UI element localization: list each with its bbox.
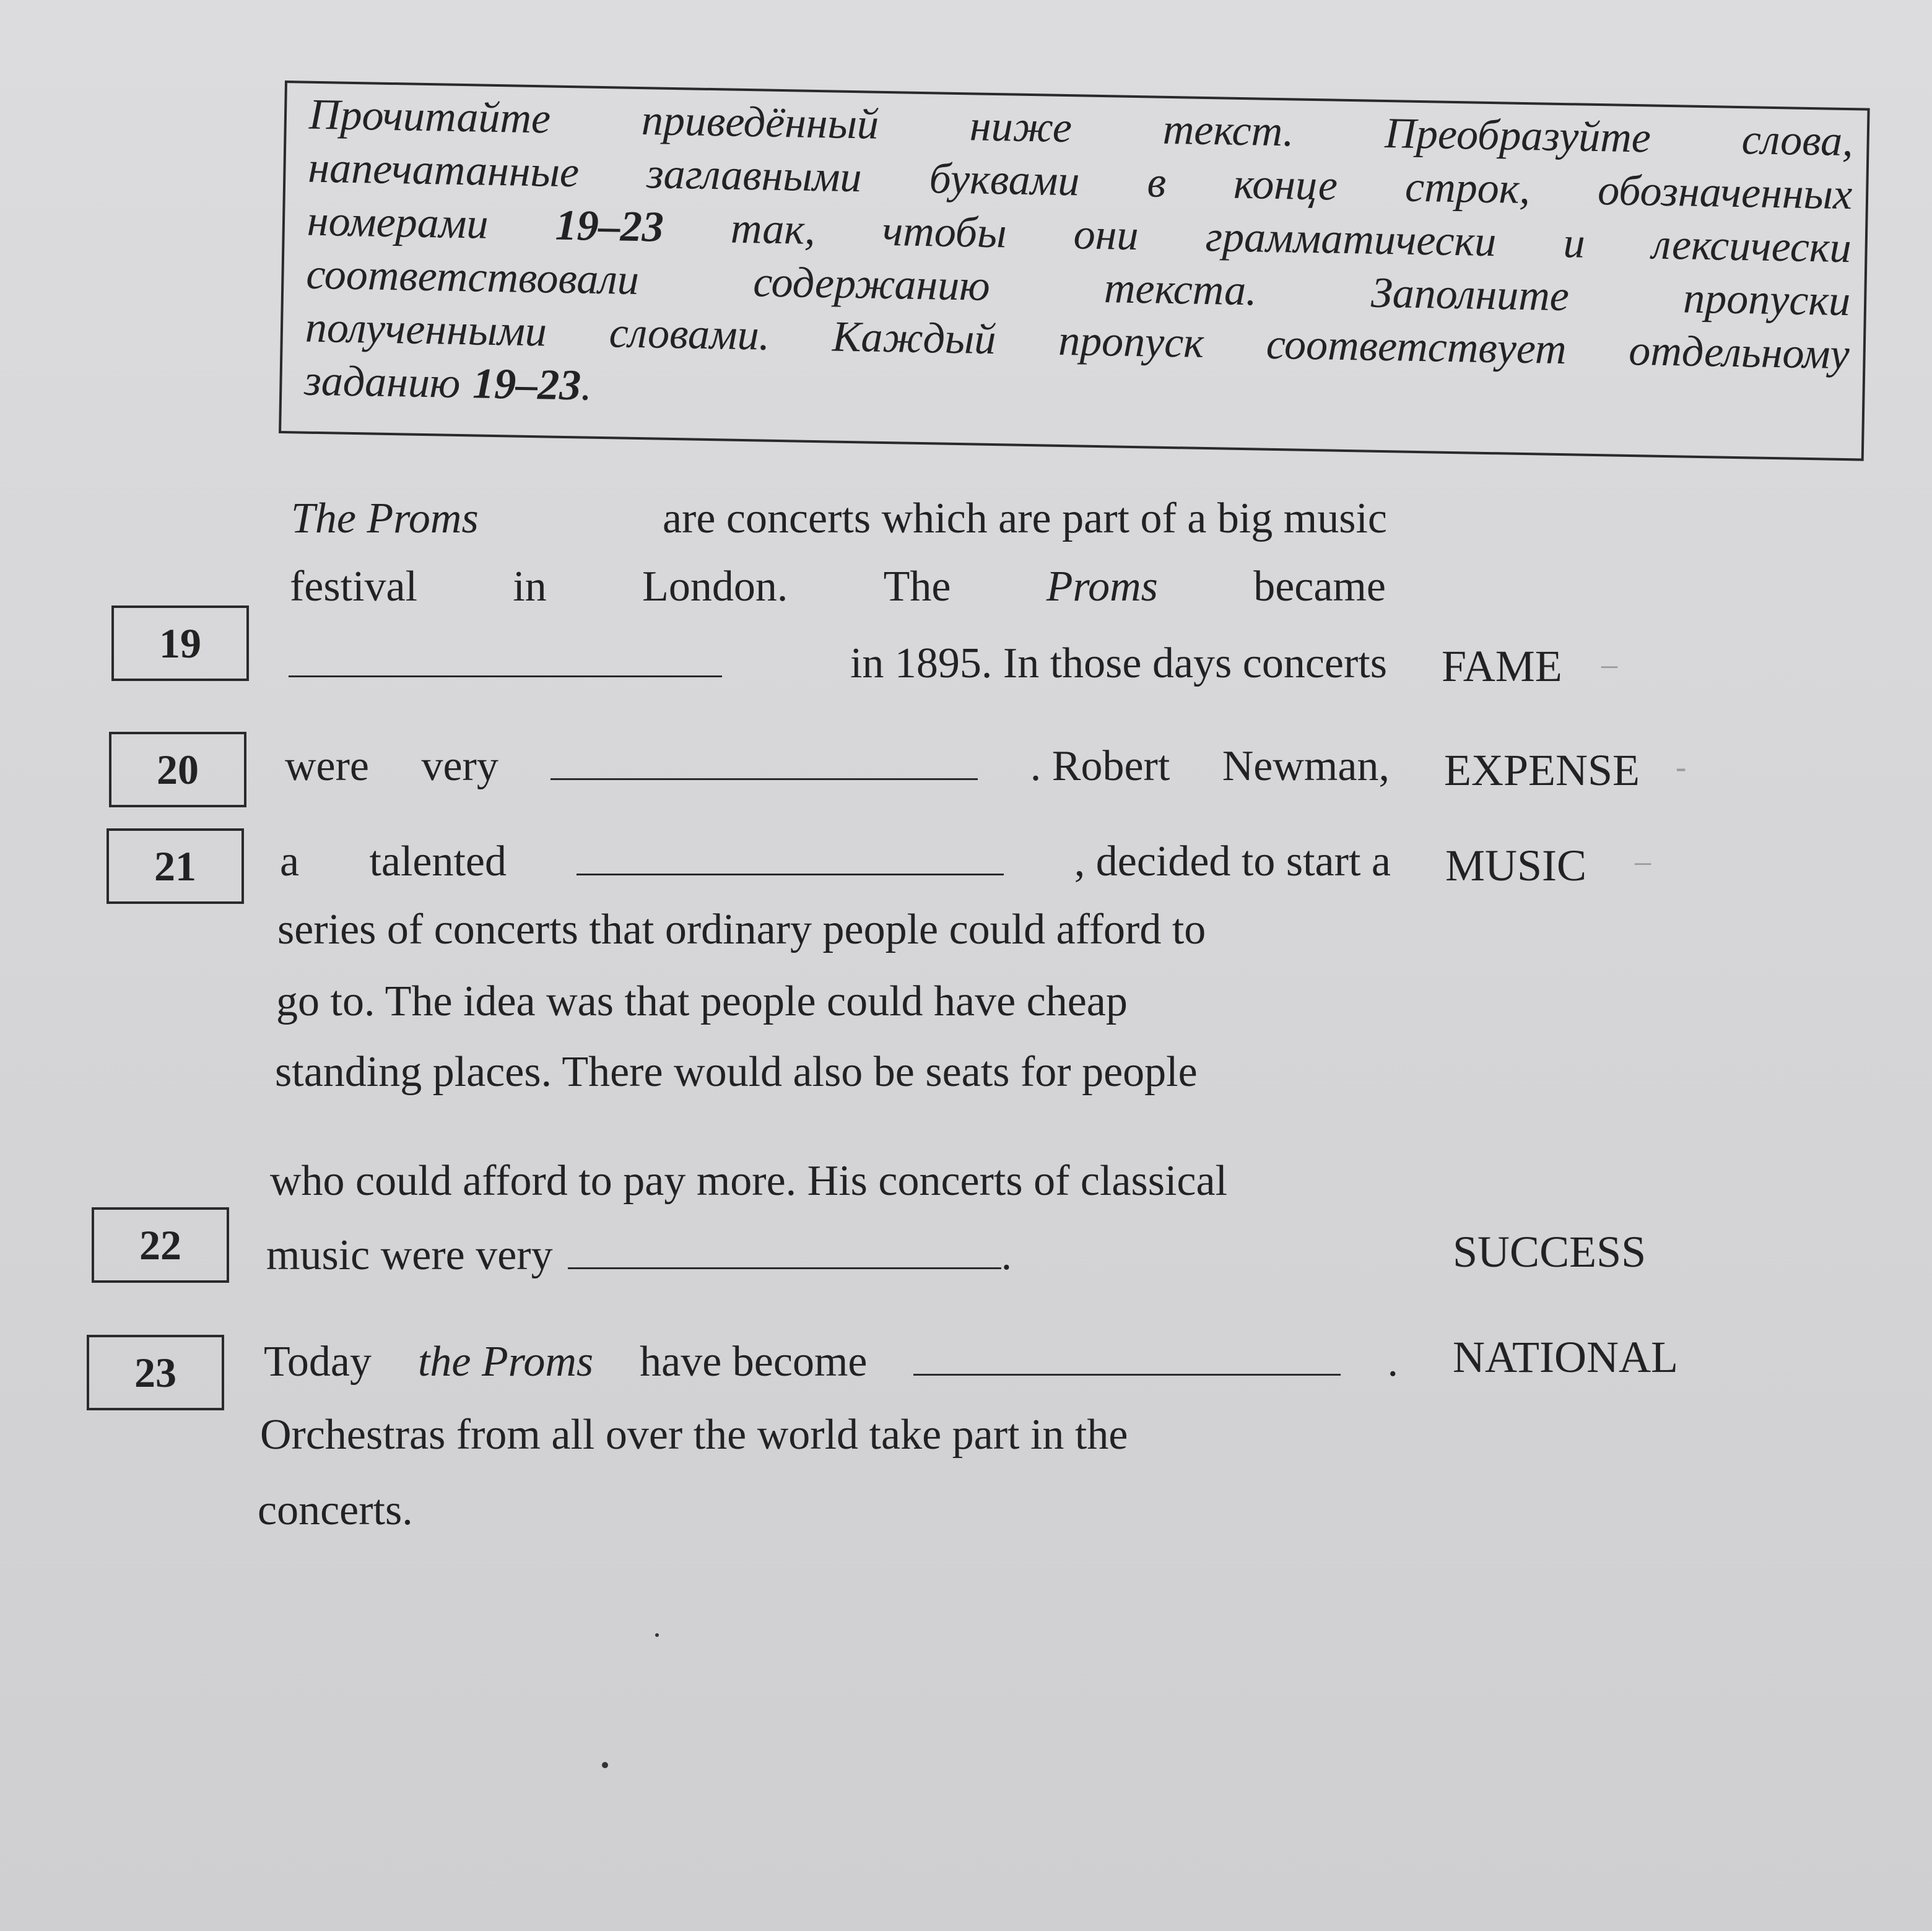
instruction-word: отдельному xyxy=(1628,326,1850,379)
instruction-word: текста. xyxy=(1103,264,1258,315)
instruction-word: Заполните xyxy=(1370,269,1570,321)
instruction-word: Каждый xyxy=(832,313,997,364)
answer-blank-23[interactable] xyxy=(913,1338,1341,1376)
keyword-music: MUSIC xyxy=(1445,841,1587,890)
passage-line xyxy=(280,837,1391,887)
passage-line: concerts. xyxy=(258,1486,413,1534)
instruction-range: 19–23 xyxy=(472,360,581,410)
passage-word: . Robert xyxy=(1030,742,1170,790)
instruction-word: грамматически xyxy=(1205,212,1497,266)
instruction-word: буквами xyxy=(929,155,1081,206)
keyword-success: SUCCESS xyxy=(1453,1227,1647,1277)
passage-word: The xyxy=(883,563,951,610)
passage-italic: The Proms xyxy=(291,495,479,542)
question-number-23: 23 xyxy=(87,1335,224,1410)
instruction-word: лексически xyxy=(1651,220,1852,272)
passage-word: London. xyxy=(642,563,788,610)
instruction-word: содержанию xyxy=(752,258,991,310)
instruction-box xyxy=(279,80,1870,461)
instruction-range: 19–23 xyxy=(555,201,664,251)
answer-blank-21[interactable] xyxy=(577,838,1004,875)
passage-word: a xyxy=(280,838,300,885)
keyword-expense: EXPENSE xyxy=(1444,745,1640,795)
passage-line: Orchestras from all over the world take part in the xyxy=(260,1411,1128,1459)
instruction-word: и xyxy=(1562,219,1586,267)
instruction-word: полученными xyxy=(305,303,547,356)
passage-word: very xyxy=(421,742,498,790)
passage-text: are concerts which are part of a big music xyxy=(662,495,1387,542)
instruction-word: напечатанные xyxy=(307,144,580,197)
paper-speck xyxy=(602,1762,608,1768)
instruction-word: пропуски xyxy=(1682,274,1851,326)
instruction-word: конце xyxy=(1233,160,1338,210)
passage-italic: the Proms xyxy=(417,1338,594,1386)
answer-blank-19[interactable] xyxy=(289,640,722,677)
passage-text: have become xyxy=(640,1338,868,1386)
instruction-word: пропуск xyxy=(1058,316,1204,367)
passage-line xyxy=(289,639,1387,688)
instruction-word: соответствует xyxy=(1266,320,1567,374)
paper-speck xyxy=(655,1633,659,1637)
instruction-word: словами. xyxy=(609,309,770,360)
instruction-word: Преобразуйте xyxy=(1384,110,1651,162)
instruction-word: чтобы xyxy=(882,207,1007,258)
instruction-word: слова, xyxy=(1741,116,1854,166)
answer-blank-20[interactable] xyxy=(550,742,978,780)
instruction-word: обозначенных xyxy=(1597,167,1853,219)
passage-line: standing places. There would also be seats for people xyxy=(275,1048,1198,1096)
passage-word: festival xyxy=(290,563,418,610)
question-number-20: 20 xyxy=(109,732,246,807)
answer-blank-22[interactable] xyxy=(568,1231,1001,1269)
instruction-word: в xyxy=(1147,158,1167,207)
passage-punct: . xyxy=(1387,1338,1398,1386)
keyword-national: NATIONAL xyxy=(1453,1332,1678,1382)
passage-line xyxy=(291,494,1387,544)
instruction-word: они xyxy=(1073,210,1139,260)
question-number-22: 22 xyxy=(92,1207,229,1283)
passage-word: talented xyxy=(369,838,507,885)
passage-word: in xyxy=(513,563,547,610)
passage-word: Today xyxy=(264,1338,372,1386)
instruction-word: соответствовали xyxy=(305,250,640,305)
passage-text: , decided to start a xyxy=(1074,838,1391,885)
passage-line: go to. The idea was that people could have cheap xyxy=(276,978,1128,1025)
instruction-word: Прочитайте xyxy=(308,90,551,143)
passage-word: Newman, xyxy=(1222,742,1390,790)
passage-line: series of concerts that ordinary people could afford to xyxy=(277,906,1206,953)
pencil-mark: – xyxy=(1601,647,1617,682)
passage-line xyxy=(285,742,1390,791)
instruction-word: заданию xyxy=(303,357,461,408)
passage-line xyxy=(264,1337,1398,1387)
passage-line: who could afford to pay more. His concerts of classical xyxy=(270,1157,1228,1205)
passage-italic: Proms xyxy=(1046,563,1158,610)
instruction-word: ниже xyxy=(969,102,1073,152)
passage-word: were xyxy=(285,742,370,790)
passage-text: music were very xyxy=(266,1231,553,1279)
passage-text: in 1895. In those days concerts xyxy=(850,640,1387,687)
question-number-19: 19 xyxy=(111,605,249,681)
passage-punct: . xyxy=(1001,1231,1012,1279)
keyword-fame: FAME xyxy=(1442,641,1562,691)
passage-line xyxy=(290,562,1386,612)
instruction-word: текст. xyxy=(1162,105,1295,156)
pencil-mark: – xyxy=(1635,844,1651,879)
instruction-word: так, xyxy=(730,204,816,254)
pencil-mark: - xyxy=(1676,750,1687,785)
passage-line xyxy=(266,1231,1012,1280)
instruction-word: . xyxy=(580,362,593,410)
passage-word: became xyxy=(1253,563,1386,610)
instruction-word: заглавными xyxy=(646,150,863,202)
instruction-word: номерами xyxy=(307,197,489,248)
instruction-word: строк, xyxy=(1404,163,1531,214)
instruction-word: приведённый xyxy=(641,97,879,149)
question-number-21: 21 xyxy=(107,828,244,904)
